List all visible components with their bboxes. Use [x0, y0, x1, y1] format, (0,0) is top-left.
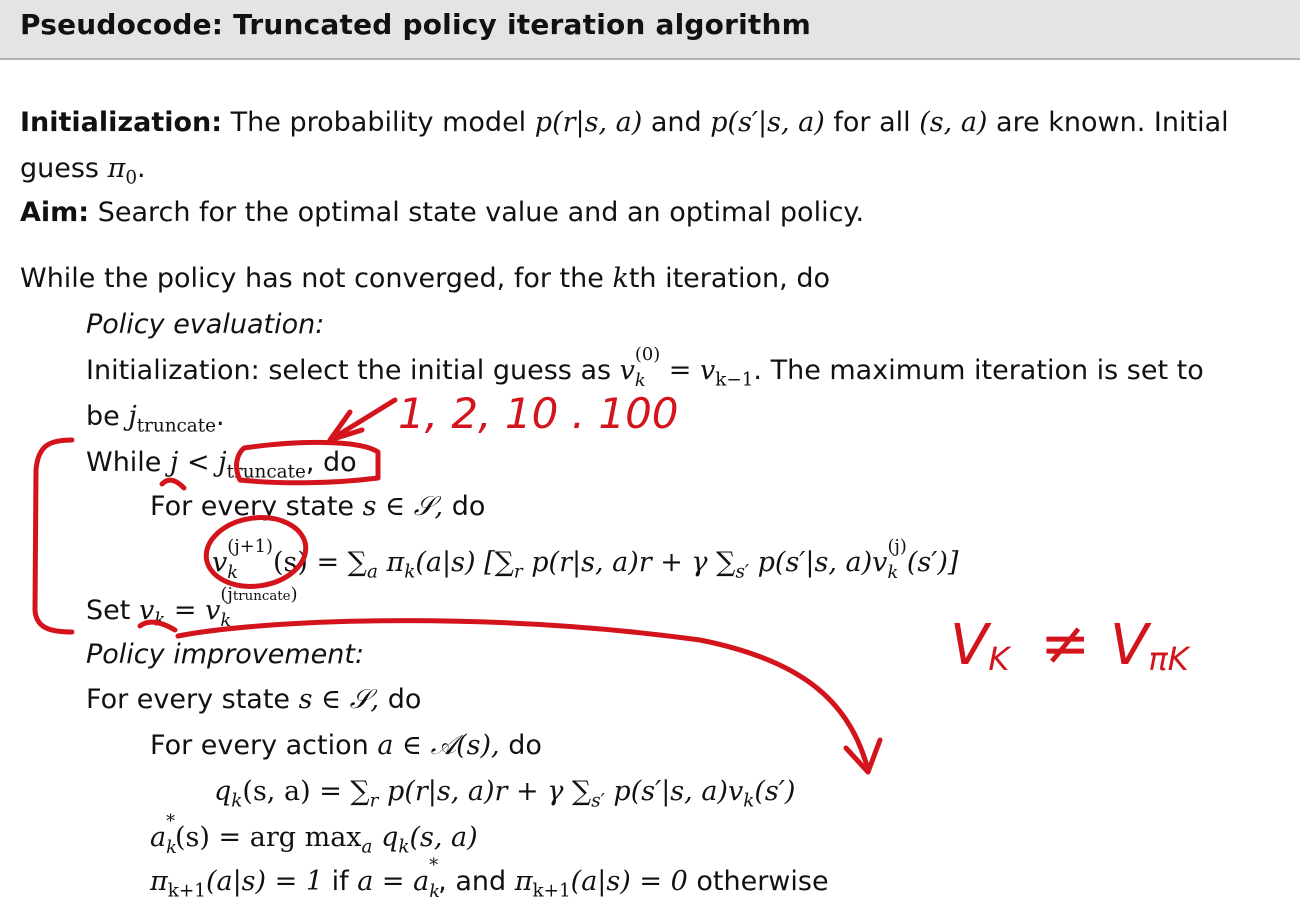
upd-sup-j: (j)	[887, 535, 907, 557]
eval-be-dot: .	[216, 401, 225, 432]
pi-b: (a|s) = 1	[205, 866, 324, 897]
eval-forstate-line	[150, 490, 485, 524]
ink-note-vk	[950, 613, 1012, 678]
q-e: (s′)	[754, 776, 796, 807]
init-guess-line	[20, 152, 146, 189]
upd-ss2	[887, 535, 907, 583]
ink-vpi-sub: πK	[1148, 640, 1189, 678]
page-title: Pseudocode: Truncated policy iteration algorithm	[20, 8, 811, 41]
pi-and: and	[455, 866, 507, 897]
eval-forstate-do: do	[451, 491, 486, 522]
ink-tilde-j	[162, 480, 184, 488]
eval-init-ss	[634, 343, 661, 391]
eval-init-eq: = v	[668, 355, 716, 386]
upd-sup: (j+1)	[227, 535, 273, 557]
eval-forstate: For every state	[150, 491, 355, 522]
imp-forstate-do: do	[387, 684, 422, 715]
astar-ss	[166, 810, 177, 858]
eval-init-post: . The maximum iteration is set to	[753, 355, 1204, 386]
pi-c: a = a	[357, 866, 430, 897]
init-p2: p(s′|s, a)	[710, 107, 825, 138]
upd-sprime: s′	[735, 561, 750, 583]
pi-if: if	[331, 866, 349, 897]
imp-foraction-do: do	[508, 730, 542, 761]
upd-pi-k: k	[404, 561, 416, 583]
q-a: q	[214, 776, 232, 807]
upd-v: v	[212, 547, 228, 578]
upd-tail3: (s′)]	[906, 547, 959, 578]
imp-foraction: For every action	[150, 730, 369, 761]
eval-init-v: v	[619, 355, 635, 386]
init-text: The probability model	[230, 107, 527, 138]
upd-rest: (s) = ∑	[272, 547, 367, 578]
bellman-update-line	[212, 535, 959, 583]
eval-init-sub: k	[634, 369, 646, 391]
set-v2: v	[205, 595, 221, 626]
eval-while-comma: ,	[305, 447, 315, 478]
policy-eval-heading: Policy evaluation:	[86, 309, 325, 340]
init-and: and	[650, 107, 702, 138]
init-sa: (s, a)	[919, 107, 988, 138]
imp-foraction-math: a ∈ 𝒜(s),	[377, 730, 500, 761]
astar-a: a	[150, 822, 167, 853]
pi-star: *	[429, 854, 439, 876]
while-outer-line	[20, 262, 830, 296]
astar-a-sub: a	[361, 836, 373, 858]
eval-be-truncate: truncate	[136, 415, 216, 437]
imp-foraction-line	[150, 729, 542, 763]
aim-line	[20, 196, 864, 230]
set-sub: k	[220, 609, 232, 631]
astar-k: k	[166, 836, 177, 858]
init-known: are known. Initial	[996, 107, 1229, 138]
pi-update-line	[150, 854, 829, 902]
set-pre: Set	[86, 595, 131, 626]
q-value-line	[214, 775, 796, 812]
upd-pi-rest: (a|s) [∑	[415, 547, 514, 578]
q-b: (s, a) = ∑	[242, 776, 370, 807]
q-vk: k	[743, 790, 755, 812]
upd-r: r	[513, 561, 523, 583]
eval-while-truncate: truncate	[226, 461, 306, 483]
eval-init-line	[86, 343, 1204, 391]
ink-long-arrowhead	[846, 740, 880, 772]
pi-otherwise: otherwise	[696, 866, 829, 897]
eval-init-sup: (0)	[634, 343, 661, 365]
while-outer-post: th iteration, do	[628, 263, 830, 294]
eval-forstate-math: s ∈ 𝒮,	[362, 491, 444, 522]
upd-a: a	[366, 561, 378, 583]
eval-init-pre: Initialization: select the initial guess as	[86, 355, 612, 386]
imp-forstate-math: s ∈ 𝒮,	[298, 684, 380, 715]
upd-sub-k: k	[887, 561, 899, 583]
pi-sub2: k+1	[532, 880, 571, 902]
imp-forstate: For every state	[86, 684, 291, 715]
ink-arrow-truncate	[330, 400, 395, 440]
init-guess: guess	[20, 153, 99, 184]
ink-vk-k: K	[988, 640, 1010, 678]
set-ss	[220, 583, 314, 631]
astar-star: *	[166, 810, 176, 832]
upd-tail1: p(r|s, a)r + γ ∑	[531, 547, 736, 578]
astar-b: (s) = arg max	[175, 822, 362, 853]
set-sup-trunc: truncate	[232, 588, 291, 604]
ink-note-iters: 1, 2, 10 . 100	[398, 389, 679, 438]
init-label: Initialization:	[20, 107, 223, 138]
eval-be-line	[86, 400, 225, 437]
set-sup-open: (j	[220, 583, 233, 605]
upd-pi: π	[386, 547, 405, 578]
eval-while-do: do	[323, 447, 357, 478]
eval-init-km1: k−1	[715, 369, 754, 391]
imp-forstate-line	[86, 683, 421, 717]
pi-d: π	[514, 866, 533, 897]
init-p1: p(r|s, a)	[534, 107, 643, 138]
pi-ss	[429, 854, 441, 902]
eval-be-j: j	[128, 401, 137, 432]
set-eq: =	[173, 595, 197, 626]
aim-text: Search for the optimal state value and an optimal policy.	[97, 197, 865, 228]
init-pi0-sub: 0	[125, 167, 138, 189]
pi-comma: ,	[438, 866, 447, 897]
pi-a: π	[150, 866, 168, 897]
q-r: r	[369, 790, 379, 812]
title-bar	[0, 0, 1300, 60]
q-d: p(s′|s, a)v	[613, 776, 744, 807]
upd-tail2: p(s′|s, a)v	[757, 547, 888, 578]
ink-bracket	[35, 440, 72, 632]
eval-while-lt: j <	[170, 447, 210, 478]
pi-sub: k+1	[167, 880, 206, 902]
init-pi0: π	[107, 153, 126, 184]
upd-sub: k	[227, 561, 239, 583]
q-sp: s′	[591, 790, 605, 812]
while-outer-pre: While the policy has not converged, for the	[20, 263, 604, 294]
pi-k: k	[429, 880, 441, 902]
aim-label: Aim:	[20, 197, 90, 228]
set-sup-close: )	[290, 583, 298, 605]
q-c: p(r|s, a)r + γ ∑	[387, 776, 592, 807]
set-v-k: k	[154, 609, 166, 631]
astar-c: q	[381, 822, 399, 853]
eval-set-line	[86, 583, 315, 631]
eval-while-j: j	[218, 447, 227, 478]
init-line	[20, 106, 1229, 140]
eval-while-line	[86, 446, 357, 483]
ink-vpi-v: V	[1110, 613, 1149, 678]
init-forall: for all	[833, 107, 911, 138]
astar-d: (s, a)	[409, 822, 478, 853]
ink-note-neq: ≠	[1040, 609, 1091, 679]
eval-be: be	[86, 401, 120, 432]
q-k: k	[231, 790, 243, 812]
astar-qk: k	[398, 836, 410, 858]
ink-note-vpi	[1110, 613, 1192, 678]
eval-while: While	[86, 447, 162, 478]
init-dot: .	[137, 153, 146, 184]
ink-vk-v: V	[950, 613, 989, 678]
set-sup	[220, 578, 297, 614]
policy-imp-heading: Policy improvement:	[86, 639, 365, 670]
pi-e: (a|s) = 0	[570, 866, 688, 897]
set-v: v	[138, 595, 155, 626]
while-outer-k: k	[612, 263, 629, 294]
